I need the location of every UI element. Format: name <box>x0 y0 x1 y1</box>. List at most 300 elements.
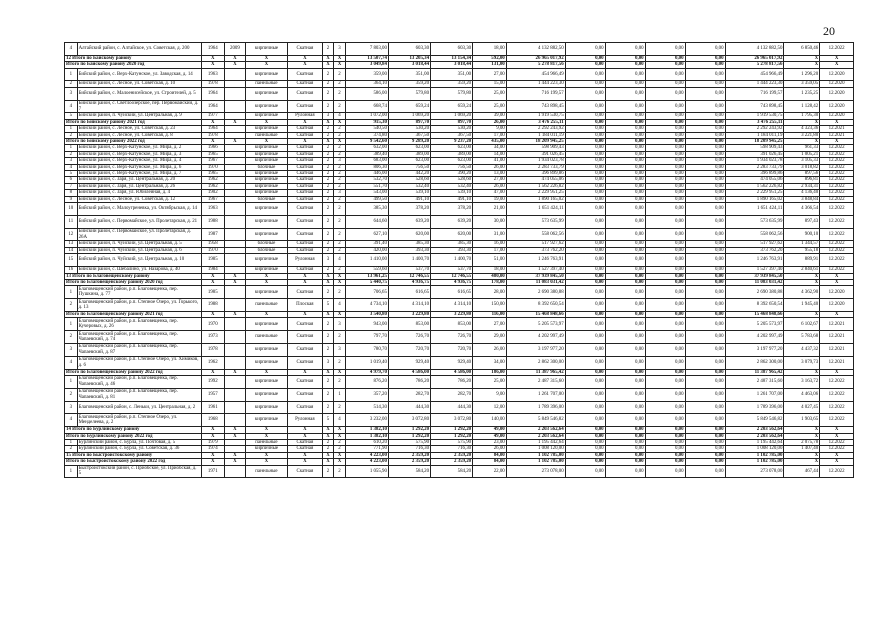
table-cell: 0,00 <box>565 151 605 157</box>
table-cell: 0,00 <box>565 81 605 87</box>
table-cell: 584,20 <box>431 465 473 478</box>
table-cell: панельные <box>245 439 287 445</box>
table-cell: 2 <box>322 158 334 164</box>
table-cell: 12.2022 <box>820 267 854 273</box>
table-cell: 0,00 <box>645 273 685 279</box>
table-cell: 889,91 <box>784 254 820 267</box>
table-cell: 2 359,20 <box>431 452 473 458</box>
table-cell: 3 105,33 <box>784 158 820 164</box>
table-cell: 1971 <box>201 465 224 478</box>
table-cell: X <box>201 311 224 317</box>
address-cell: Благовещенский район, р.п. Благовещенка, пер. Кучеровых, д. 26 <box>77 318 201 331</box>
table-cell: 0,00 <box>685 369 725 375</box>
table-cell: 0,00 <box>605 81 645 87</box>
table-cell: 0,00 <box>645 183 685 189</box>
table-cell: 0,00 <box>565 465 605 478</box>
subtotal-label: Итого по Бийскому району 2022 год <box>65 139 202 145</box>
table-cell: 2 487 315,60 <box>506 375 565 388</box>
table-cell: 0,00 <box>605 203 645 216</box>
table-cell: X <box>245 369 287 375</box>
table-cell: X <box>245 311 287 317</box>
table-cell: 367,50 <box>431 132 473 138</box>
table-cell: Скатная <box>287 247 322 253</box>
table-cell: 0,00 <box>565 215 605 228</box>
address-cell: Благовещенский район, р.п. Благовещенка, пер. Чапаевский, д. 87 <box>77 343 201 356</box>
table-cell: 0,00 <box>605 267 645 273</box>
table-cell: X <box>820 62 854 68</box>
table-cell: Скатная <box>287 388 322 401</box>
table-cell: 15,00 <box>473 81 507 87</box>
table-cell: 0,00 <box>645 414 685 427</box>
table-cell: 668,74 <box>345 100 388 113</box>
table-cell: кирпичные <box>245 318 287 331</box>
table-cell: 623,00 <box>431 145 473 151</box>
table-cell: 584,20 <box>388 465 430 478</box>
table-cell: 1 261 707,00 <box>725 388 784 401</box>
table-cell: 2 203 562,64 <box>725 433 784 439</box>
table-cell: 4 362,90 <box>784 286 820 299</box>
table-cell: 2 <box>322 81 334 87</box>
table-cell: 1 407,40 <box>784 446 820 452</box>
table-cell: 540,50 <box>345 126 388 132</box>
table-cell: 28,00 <box>473 286 507 299</box>
table-cell: 0,00 <box>605 254 645 267</box>
table-cell: 0,00 <box>605 228 645 241</box>
table-cell: 391 026,45 <box>725 151 784 157</box>
table-cell: 1961 <box>201 401 224 414</box>
table-cell: 0,00 <box>685 247 725 253</box>
table-cell: X <box>287 452 322 458</box>
table-cell: 1 019,40 <box>345 356 388 369</box>
table-cell: X <box>287 427 322 433</box>
table-cell: 0,00 <box>685 299 725 312</box>
table-cell: 1 789 396,00 <box>506 401 565 414</box>
table-cell: 1 651 424,11 <box>506 203 565 216</box>
table-cell: 390,20 <box>431 171 473 177</box>
table-cell: 2 690 380,88 <box>725 286 784 299</box>
table-cell: 27,00 <box>473 177 507 183</box>
table-cell: 1 102 785,00 <box>725 452 784 458</box>
table-cell: 0,00 <box>605 113 645 119</box>
table-cell: X <box>322 139 334 145</box>
table-cell: Скатная <box>287 158 322 164</box>
table-cell: 0,00 <box>565 369 605 375</box>
table-cell: 0,00 <box>685 459 725 465</box>
table-cell: 4 132 882,50 <box>725 43 784 56</box>
table-cell: 0,00 <box>565 203 605 216</box>
table-cell: 12.2020 <box>820 81 854 87</box>
table-cell: 359,20 <box>388 81 430 87</box>
table-cell: 467,44 <box>784 465 820 478</box>
table-cell: 0,00 <box>565 299 605 312</box>
table-cell: 1 005,21 <box>784 151 820 157</box>
table-cell: панельные <box>245 331 287 344</box>
table-cell: 4 936,75 <box>388 279 430 285</box>
table-cell: 4 323,36 <box>784 126 820 132</box>
table-cell: 0,00 <box>645 439 685 445</box>
table-cell: 0,00 <box>685 55 725 61</box>
table-cell: 10 <box>65 203 78 216</box>
table-cell: 26,00 <box>473 183 507 189</box>
table-cell: 454 966,49 <box>506 68 565 81</box>
table-cell: 1 <box>65 145 78 151</box>
address-cell: Бийский район, с. Верх-Катунское, ул. Мира, д. 4 <box>77 158 201 164</box>
table-cell: 2 359,20 <box>431 459 473 465</box>
table-cell: 897,70 <box>388 119 430 125</box>
table-cell: 4 027,45 <box>784 401 820 414</box>
table-cell: 2 <box>322 267 334 273</box>
table-cell <box>224 356 245 369</box>
table-cell: 0,00 <box>645 369 685 375</box>
table-cell: Скатная <box>287 203 322 216</box>
table-cell: 26,00 <box>473 343 507 356</box>
table-cell: 0,00 <box>645 459 685 465</box>
table-cell: 4 223,00 <box>345 452 388 458</box>
table-cell: 3 163,72 <box>784 375 820 388</box>
table-cell: 876,20 <box>345 375 388 388</box>
table-cell: 4 979,70 <box>345 369 388 375</box>
table-cell: 0,00 <box>645 196 685 202</box>
table-cell: X <box>201 369 224 375</box>
table-cell: 2 <box>65 446 78 452</box>
table-cell: 616,65 <box>431 286 473 299</box>
table-cell: 1 903,65 <box>784 414 820 427</box>
table-cell: X <box>245 459 287 465</box>
table-cell: 13 961,25 <box>345 273 388 279</box>
table-cell: 943,00 <box>345 318 388 331</box>
table-cell: 0,00 <box>685 171 725 177</box>
table-cell: 0,00 <box>685 119 725 125</box>
table-cell: 11 083 031,42 <box>506 279 565 285</box>
table-cell: 0,00 <box>565 228 605 241</box>
table-cell: 897,56 <box>784 171 820 177</box>
table-cell: 140,00 <box>473 414 507 427</box>
table-cell: 442,20 <box>388 171 430 177</box>
table-cell: 357,20 <box>345 388 388 401</box>
table-cell: Скатная <box>287 215 322 228</box>
table-cell: 2 359,20 <box>388 459 430 465</box>
table-cell: 720,70 <box>388 343 430 356</box>
table-cell: 5 <box>65 113 78 119</box>
table-cell: Скатная <box>287 132 322 138</box>
table-cell: 3 072,80 <box>431 414 473 427</box>
table-cell: X <box>784 279 820 285</box>
table-cell: 603,30 <box>388 43 430 56</box>
table-cell: 3 018,44 <box>431 62 473 68</box>
table-cell: 532,70 <box>345 177 388 183</box>
table-cell: 2 359,20 <box>388 452 430 458</box>
table-cell: 1 195 442,64 <box>506 439 565 445</box>
table-cell: 0,00 <box>685 446 725 452</box>
table-cell: 2 <box>322 331 334 344</box>
table-cell: 13,00 <box>473 171 507 177</box>
table-cell: X <box>322 459 334 465</box>
table-cell: 2 <box>322 375 334 388</box>
table-cell: 3 197 977,20 <box>506 343 565 356</box>
table-cell: X <box>322 369 334 375</box>
table-cell: Скатная <box>287 151 322 157</box>
table-cell: Скатная <box>287 68 322 81</box>
table-cell: 0,00 <box>565 267 605 273</box>
table-cell: Плоская <box>287 299 322 312</box>
address-cell: Бурлинский район, с. Бурла, ул. Советская, д. 36 <box>77 446 201 452</box>
table-cell: 12.2022 <box>820 375 854 388</box>
table-cell: 0,00 <box>605 62 645 68</box>
table-cell: 0,00 <box>645 356 685 369</box>
table-cell: 2 <box>322 203 334 216</box>
table-cell: 517 927,62 <box>506 241 565 247</box>
table-cell: 0,00 <box>605 158 645 164</box>
table-cell: 2 292 243,92 <box>506 126 565 132</box>
table-cell: 49,00 <box>473 433 507 439</box>
address-cell: Бийский район, с. Лесное, ул. Советская, д. 12 <box>77 196 201 202</box>
table-cell: 0,00 <box>565 158 605 164</box>
table-cell: 1 <box>65 465 78 478</box>
table-cell: кирпичные <box>245 145 287 151</box>
table-cell: 150,00 <box>473 299 507 312</box>
table-cell: 2 <box>322 171 334 177</box>
table-cell: 0,00 <box>685 100 725 113</box>
table-cell: 2 229 951,25 <box>506 190 565 196</box>
address-cell: Благовещенский район, р.п. Благовещенка, пер. Пушкина, д. 77 <box>77 286 201 299</box>
table-cell: 0,00 <box>685 126 725 132</box>
table-cell: 420,00 <box>345 247 388 253</box>
table-cell: 1973 <box>201 331 224 344</box>
table-cell: 537,70 <box>388 267 430 273</box>
table-cell: 0,00 <box>565 459 605 465</box>
table-cell: 2 <box>334 465 346 478</box>
table-cell: 2 <box>322 247 334 253</box>
table-cell: 5 849 546,82 <box>725 414 784 427</box>
table-cell: 706,65 <box>345 286 388 299</box>
table-cell: 0,00 <box>605 427 645 433</box>
table-cell: 3 359,05 <box>784 81 820 87</box>
table-cell: Рулонная <box>287 414 322 427</box>
table-row <box>65 388 854 401</box>
table-cell: 2 <box>322 190 334 196</box>
table-cell: X <box>224 452 245 458</box>
table-cell: 2 292 243,92 <box>725 126 784 132</box>
address-cell: Бийский район, с. Верх-Катунское, ул. Мира, д. 3 <box>77 151 201 157</box>
table-cell: 12.2022 <box>820 215 854 228</box>
table-cell: 620,00 <box>431 228 473 241</box>
table-cell: 23,00 <box>473 439 507 445</box>
subtotal-label: Итого по Байскому району 2020 год <box>65 62 202 68</box>
table-cell: 1963 <box>201 203 224 216</box>
table-cell: X <box>287 459 322 465</box>
table-cell: 0,00 <box>605 343 645 356</box>
table-cell: 0,00 <box>605 439 645 445</box>
table-cell: 639,20 <box>431 215 473 228</box>
table-cell: 12.2022 <box>820 241 854 247</box>
table-cell: 2 <box>334 145 346 151</box>
table-cell: 389,00 <box>388 151 430 157</box>
table-cell: 1 945,40 <box>784 299 820 312</box>
table-cell: 1 072,00 <box>345 113 388 119</box>
table-row <box>65 401 854 414</box>
table-cell: 12.2022 <box>820 465 854 478</box>
table-cell: 2 <box>322 388 334 401</box>
table-cell: 551,70 <box>345 183 388 189</box>
table-cell: 558 062,56 <box>506 228 565 241</box>
table-cell: X <box>784 452 820 458</box>
table-cell: кирпичные <box>245 87 287 100</box>
table-cell: 530,20 <box>388 126 430 132</box>
table-cell: 1 102 785,00 <box>506 452 565 458</box>
table-cell: 0,00 <box>565 401 605 414</box>
table-cell: Скатная <box>287 190 322 196</box>
table-cell: 0,00 <box>685 433 725 439</box>
table-cell: X <box>784 433 820 439</box>
table-cell: 0,00 <box>565 132 605 138</box>
table-cell: 528,60 <box>388 177 430 183</box>
table-cell: 11 083 031,42 <box>725 279 784 285</box>
address-cell: Благовещенский район, с. Леньки, ул. Центральная, д. 2 <box>77 401 201 414</box>
table-cell: X <box>287 273 322 279</box>
table-cell: кирпичные <box>245 126 287 132</box>
table-cell: 961,33 <box>784 145 820 151</box>
table-cell: 0,00 <box>605 87 645 100</box>
table-cell: 579,80 <box>431 87 473 100</box>
table-cell: 786,20 <box>431 375 473 388</box>
table-cell: 0,00 <box>685 43 725 56</box>
table-cell: X <box>820 452 854 458</box>
table-cell: 12.2022 <box>820 446 854 452</box>
table-cell: 9,00 <box>473 126 507 132</box>
table-cell: 37 939 845,50 <box>506 273 565 279</box>
table-cell: 0,00 <box>645 401 685 414</box>
table-cell: 1 410,00 <box>345 254 388 267</box>
table-cell: 2009 <box>224 43 245 56</box>
table-cell: X <box>201 55 224 61</box>
table-cell: X <box>287 55 322 61</box>
table-cell: 639,20 <box>388 215 430 228</box>
table-cell: X <box>287 433 322 439</box>
table-cell: 1902 <box>201 190 224 196</box>
table-cell: 12.2022 <box>820 401 854 414</box>
table-cell: 9 289,20 <box>388 139 430 145</box>
table-cell: 14,00 <box>473 151 507 157</box>
subtotal-label: Итого по Быстроистокскому району 2022 год <box>65 459 202 465</box>
table-cell: 0,00 <box>685 62 725 68</box>
table-cell: 0,00 <box>565 414 605 427</box>
table-cell: 4 314,10 <box>431 299 473 312</box>
table-cell: 1970 <box>201 318 224 331</box>
table-cell: 454 966,49 <box>725 68 784 81</box>
table-cell: 3 <box>334 43 346 56</box>
table-cell: 4 202 997,49 <box>725 331 784 344</box>
table-cell: 0,00 <box>565 273 605 279</box>
table-cell <box>224 286 245 299</box>
table-cell: X <box>334 427 346 433</box>
table-cell: 4 437,32 <box>784 343 820 356</box>
table-cell: 4 <box>65 414 78 427</box>
table-cell: 573 635,99 <box>725 215 784 228</box>
page-number: 20 <box>823 24 835 38</box>
table-cell: 12.2022 <box>820 247 854 253</box>
table-cell: X <box>820 311 854 317</box>
table-cell: 12.2021 <box>820 356 854 369</box>
table-cell: 0,00 <box>685 273 725 279</box>
table-cell: 623,00 <box>388 145 430 151</box>
table-cell: 0,00 <box>685 401 725 414</box>
table-cell: 756,50 <box>431 164 473 170</box>
table-cell: 0,00 <box>605 356 645 369</box>
table-cell: 2 <box>334 164 346 170</box>
table-cell: 2 <box>322 132 334 138</box>
table-cell: 0,00 <box>565 43 605 56</box>
table-cell: X <box>322 119 334 125</box>
table-cell: 1 890 165,02 <box>506 196 565 202</box>
table-cell: 0,00 <box>685 286 725 299</box>
table-cell: 12.2021 <box>820 132 854 138</box>
table-cell: 19,00 <box>473 196 507 202</box>
table-cell: 31,00 <box>473 228 507 241</box>
table-cell: 5 849 546,82 <box>506 414 565 427</box>
table-cell: 0,00 <box>645 62 685 68</box>
table-cell: 0,00 <box>685 203 725 216</box>
table-cell: 21,00 <box>473 203 507 216</box>
table-cell: X <box>201 279 224 285</box>
table-cell: 8 392 650,54 <box>725 299 784 312</box>
table-cell: 0,00 <box>645 119 685 125</box>
table-cell: 2 487 315,60 <box>725 375 784 388</box>
table-cell: 2 <box>322 401 334 414</box>
table-cell: 2 <box>334 126 346 132</box>
table-cell: 720,70 <box>431 343 473 356</box>
table-cell: 2 <box>322 318 334 331</box>
table-cell: 1 102 785,00 <box>725 459 784 465</box>
table-cell: 0,00 <box>565 126 605 132</box>
table-cell: X <box>245 62 287 68</box>
table-cell: 4 <box>65 164 78 170</box>
table-cell: 0,00 <box>565 318 605 331</box>
table-cell: 2 <box>334 286 346 299</box>
table-cell: X <box>201 62 224 68</box>
table-cell: 0,00 <box>685 311 725 317</box>
address-cell: Бийский район, с. Заря, ул. Юбилейная, д. 4 <box>77 190 201 196</box>
table-cell: 15 468 848,66 <box>725 311 784 317</box>
table-cell: 13 507,74 <box>345 55 388 61</box>
table-row <box>65 318 854 331</box>
table-cell: 627,10 <box>345 228 388 241</box>
table-cell: X <box>820 433 854 439</box>
table-cell: 499,50 <box>345 196 388 202</box>
table-cell: 3 072,80 <box>388 414 430 427</box>
table-cell: 0,00 <box>565 190 605 196</box>
table-cell: 2 <box>334 446 346 452</box>
table-cell: 0,00 <box>565 433 605 439</box>
table-cell: 25,00 <box>473 100 507 113</box>
table-cell: 0,00 <box>605 145 645 151</box>
table-cell: 0,00 <box>645 100 685 113</box>
table-cell: 0,00 <box>605 273 645 279</box>
table-cell: 532,40 <box>431 183 473 189</box>
table-cell: 4 <box>334 113 346 119</box>
table-cell: X <box>245 433 287 439</box>
table-cell: 0,00 <box>605 164 645 170</box>
table-cell: 0,00 <box>565 439 605 445</box>
table-cell: 598 909,43 <box>725 145 784 151</box>
table-cell: 389,40 <box>345 151 388 157</box>
table-cell: 373 762,20 <box>506 247 565 253</box>
table-cell <box>224 465 245 478</box>
table-cell: 6 850,46 <box>784 43 820 56</box>
table-cell: X <box>820 369 854 375</box>
table-cell: 0,00 <box>605 459 645 465</box>
table-cell: 0,00 <box>645 465 685 478</box>
address-cell: Бийский район, с. Первомайское, ул. Пролетарская, д. 26А <box>77 228 201 241</box>
